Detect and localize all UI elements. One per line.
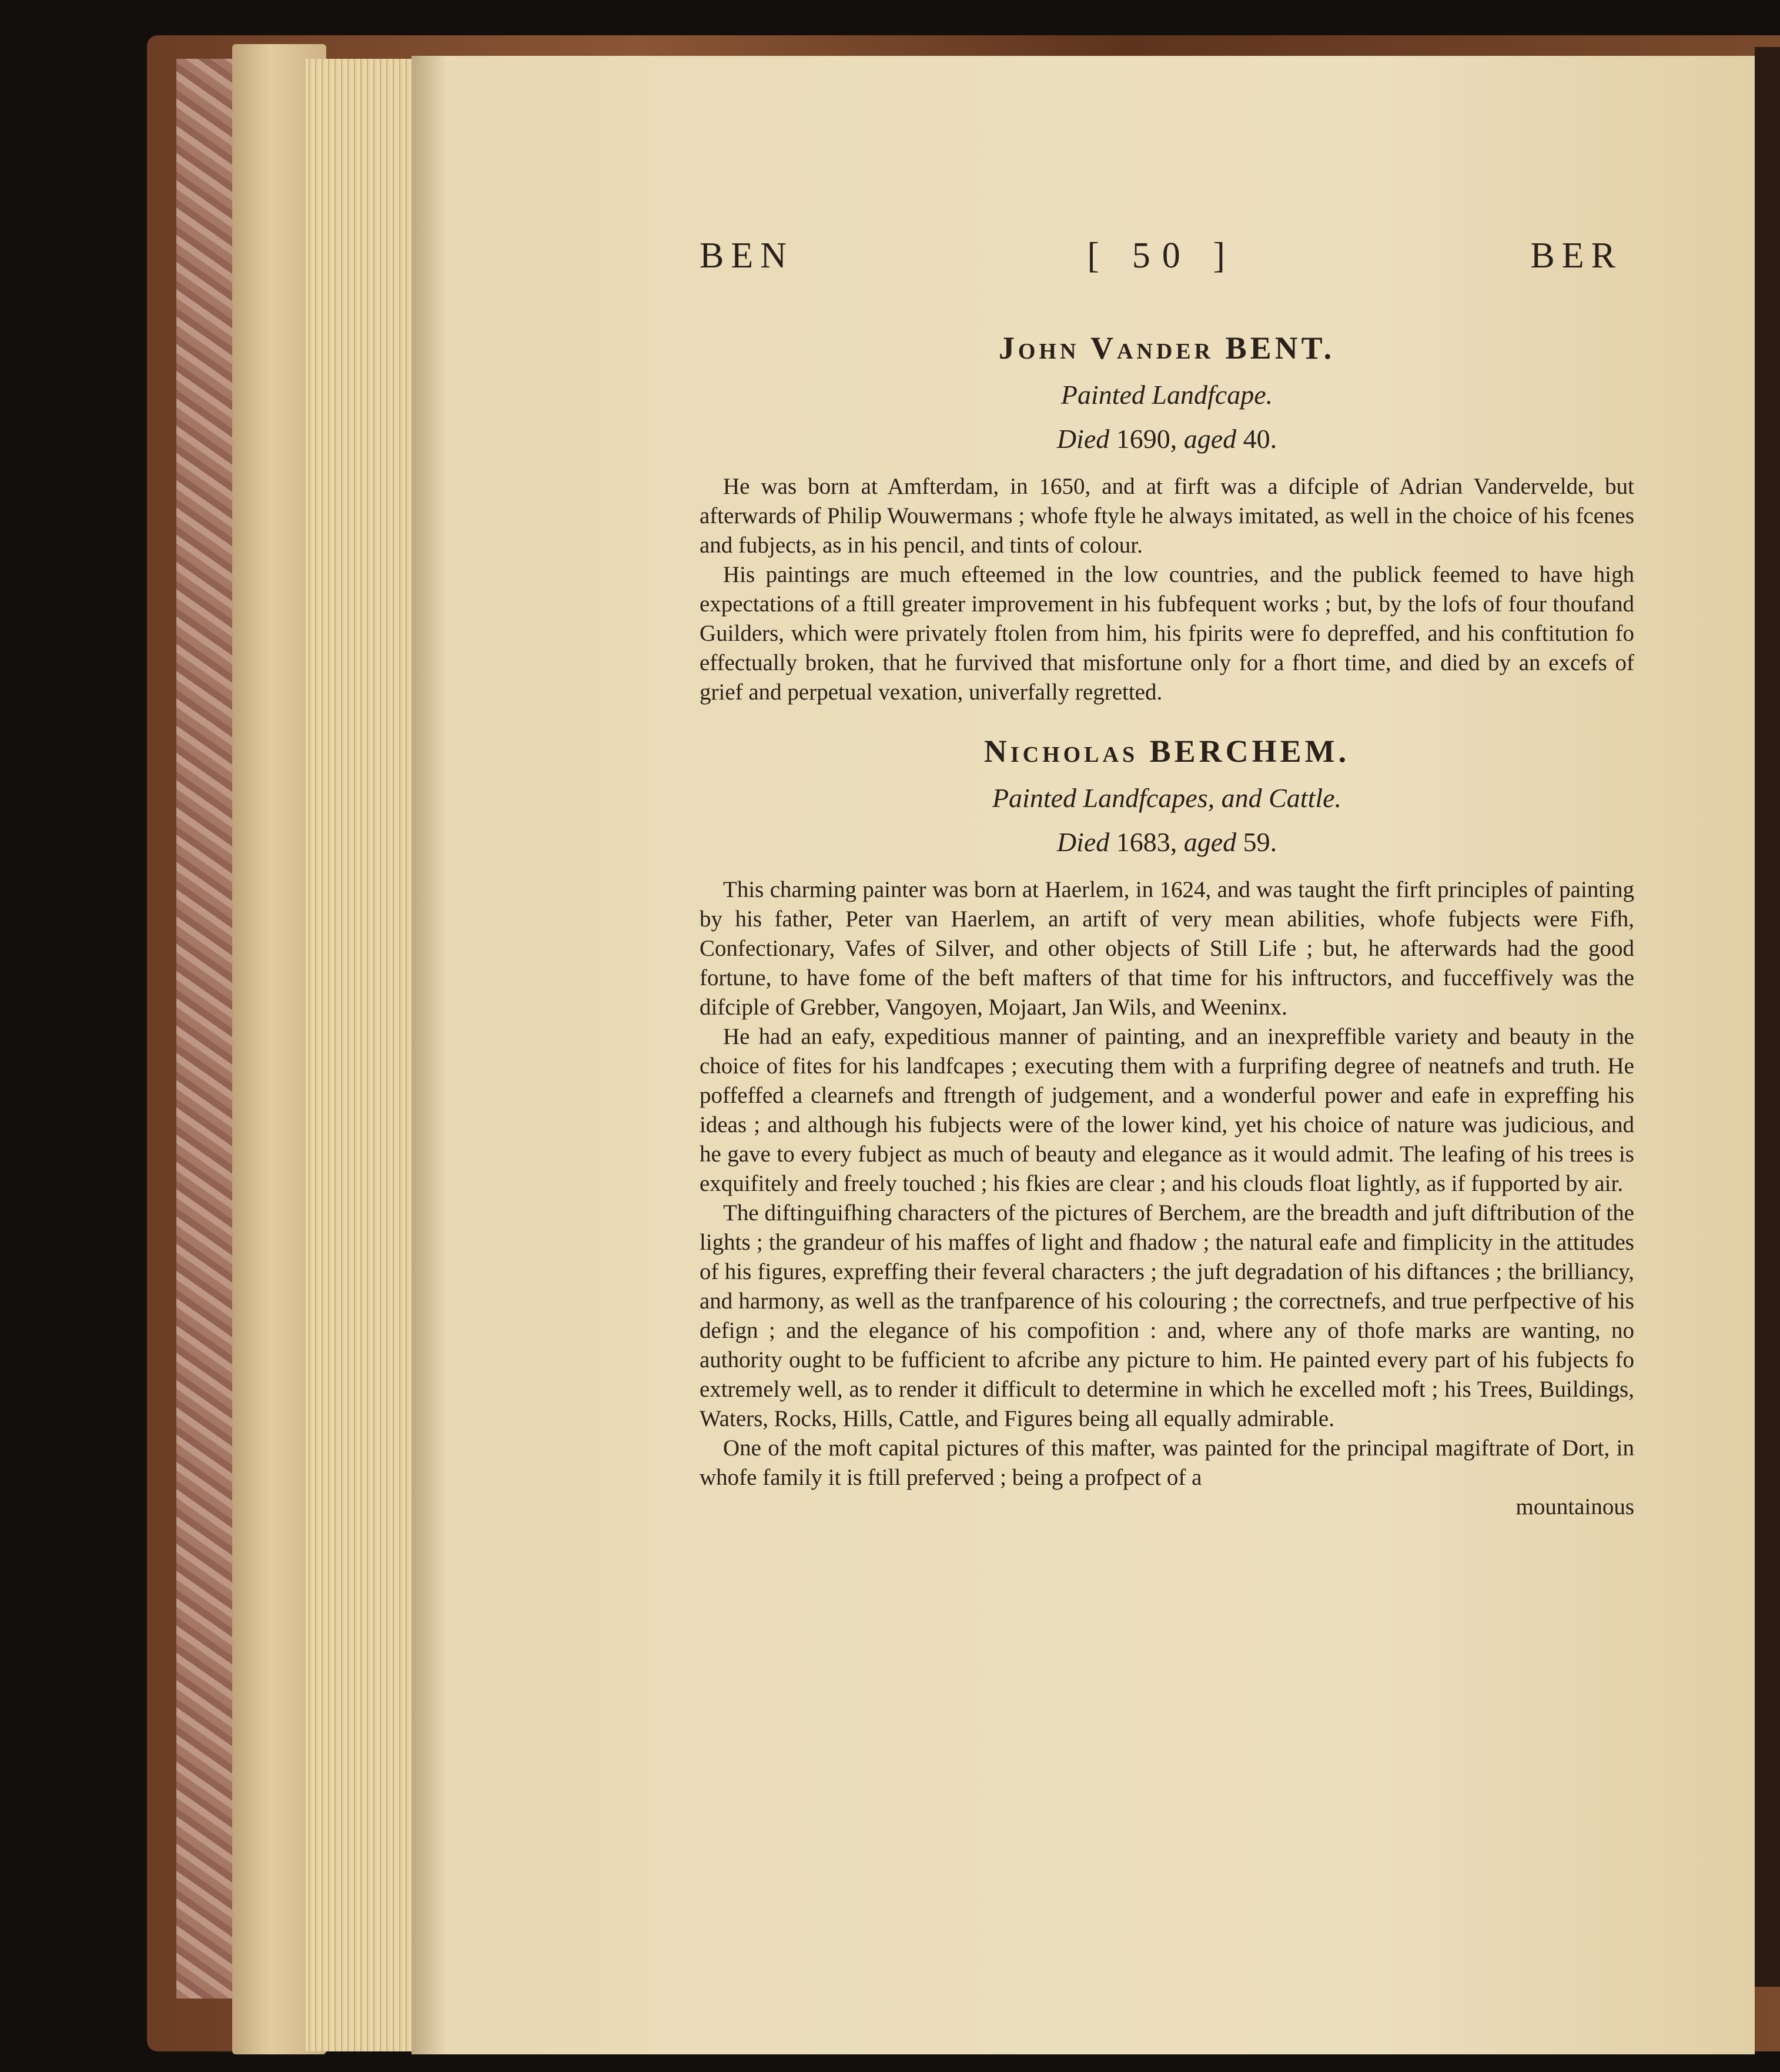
entry-berchem [700, 733, 1634, 1522]
gutter-shadow [411, 56, 447, 2054]
aged-label: aged [1183, 424, 1237, 454]
catchword: mountainous [1515, 1494, 1634, 1519]
entry-heading: John Vander BENT. [998, 330, 1336, 366]
aged-label: aged [1183, 827, 1237, 857]
died-label: Died [1056, 424, 1110, 454]
entry-subtitle: Painted Landfcapes, and Cattle. [992, 783, 1342, 813]
running-head-left: BEN [700, 236, 794, 276]
entry-subtitle: Painted Landfcape. [1060, 380, 1273, 410]
entry-vander-bent [700, 330, 1634, 707]
section-gap [700, 707, 1634, 733]
paragraph: One of the moft capital pictures of this mafter, was painted for the principal magiftrate of Dort, in whofe family it is ftill preferved ; being a profpect of a [700, 1435, 1634, 1490]
paragraph: He was born at Amfterdam, in 1650, and at firft was a difciple of Adrian Vandervelde, but afterwards of Philip Wouwermans ; whofe ftyle he always imitated, as well in the choice of his fcenes and fubjects, as in his pencil, and tints of colour. [700, 474, 1634, 558]
paragraph: The diftinguifhing characters of the pictures of Berchem, are the breadth and juft diftribution of the lights ; the grandeur of his maffes of light and fhadow ; the natural eafe and fimplicity in the attitudes of his figures, expreffing their feveral characters ; the juft degradation of his diftances ; the brilliancy, and harmony, as well as the tranfparence of his colouring ; the correctnefs, and true perfpective of his defign ; and the elegance of his compofition : and, where any of thofe marks are wanting, no authority ought to be fufficient to afcribe any picture to him. He painted every part of his fubjects fo extremely well, as to render it difficult to determine in which he excelled moft ; his Trees, Buildings, Waters, Rocks, Hills, Cattle, and Figures being all equally admirable. [700, 1200, 1634, 1431]
died-year: 1683, [1116, 827, 1177, 857]
page-text [700, 235, 1634, 1522]
page-edges [306, 59, 423, 2051]
aged-value: 40. [1243, 424, 1277, 454]
died-year: 1690, [1116, 424, 1177, 454]
entry-heading: Nicholas BERCHEM. [983, 734, 1350, 769]
aged-value: 59. [1243, 827, 1277, 857]
paragraph: This charming painter was born at Haerlem, in 1624, and was taught the firft principles of painting by his father, Peter van Haerlem, an artift of very mean abilities, whofe fubjects were Fifh, Confectionary, Vafes of Silver, and other objects of Still Life ; but, he afterwards had the good fortune, to have fome of the beft mafters of that time for his inftructors, and fucceffively was the difciple of Grebber, Vangoyen, Mojaart, Jan Wils, and Weeninx. [700, 877, 1634, 1020]
running-head-right: BER [1530, 236, 1622, 276]
paragraph: His paintings are much efteemed in the low countries, and the publick feemed to have high expectations of a ftill greater improvement in his fubfequent works ; but, by the lofs of four thoufand Guilders, which were privately ftolen from him, his fpirits were fo depreffed, and his conftitution fo effectually broken, that he furvived that misfortune only for a fhort time, and died by an excefs of grief and perpetual vexation, univerfally regretted. [700, 562, 1634, 705]
entry-died-line [700, 423, 1634, 454]
page-number: [ 50 ] [1087, 236, 1237, 276]
died-label: Died [1056, 827, 1110, 857]
entry-died-line [700, 826, 1634, 858]
running-head [700, 235, 1634, 277]
paragraph: He had an eafy, expeditious manner of painting, and an inexpreffible variety and beauty in the choice of fites for his landfcapes ; executing them with a furprifing degree of neatnefs and truth. He poffeffed a clearnefs and ftrength of judgement, and a wonderful power and eafe in expreffing his ideas ; and although his fubjects were of the lower kind, yet his choice of nature was judicious, and he gave to every fubject as much of beauty and elegance as it would admit. The leafing of his trees is exquifitely and freely touched ; his fkies are clear ; and his clouds float lightly, as if fupported by air. [700, 1024, 1634, 1196]
facing-page-edge [1755, 47, 1780, 1987]
